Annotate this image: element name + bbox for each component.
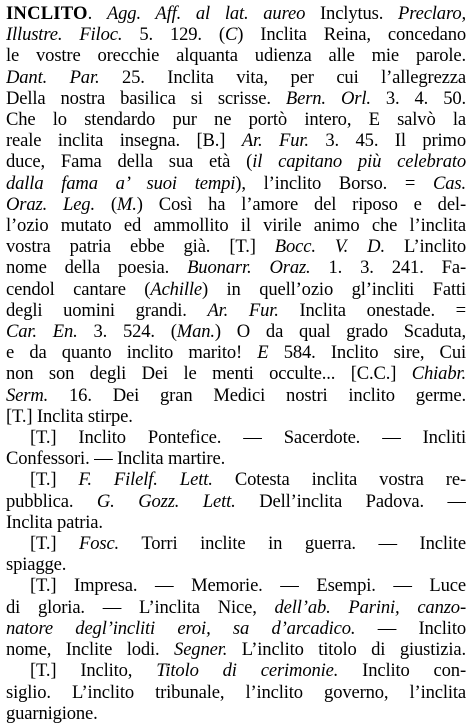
entry-line: spiagge. [6,554,67,576]
entry-line: Confessori. — Inclita martire. [6,448,226,470]
entry-line: l’ozio mutato ed ammollito il virile animo che l’inclita [6,215,466,237]
entry-line: non son degli Dei le menti occulte... [C.C.] Chiabr. [6,363,466,385]
entry-line: siglio. L’inclito tribunale, l’inclito governo, l’inclita [6,681,466,703]
entry-line: [T.] Inclito Pontefice. — Sacerdote. — Incliti [30,427,466,449]
entry-line: Della nostra basilica si scrisse. Bern. Orl. 3. 4. 50. [6,87,466,109]
entry-line: pubblica. G. Gozz. Lett. Dell’inclita Padova. — [6,490,466,512]
entry-line: nome, Inclite lodi. Segner. L’inclito titolo di giustizia. [6,639,466,661]
entry-line: [T.] F. Filelf. Lett. Cotesta inclita vostra re- [30,469,466,491]
entry-line: [T.] Inclita stirpe. [6,405,133,427]
entry-line: Illustre. Filoc. 5. 129. (C) Inclita Reina, concedano [6,24,466,46]
entry-line: [T.] Impresa. — Memorie. — Esempi. — Luce [30,575,466,597]
entry-line: natore degl’incliti eroi, sa d’arcadico. — Inclito [6,617,466,639]
entry-line: le vostre orecchie alquanta udienza alle mie parole. [6,45,466,67]
entry-line: di gloria. — L’inclita Nice, dell’ab. Parini, canzo- [6,596,466,618]
entry-line: Dant. Par. 25. Inclita vita, per cui l’allegrezza [6,66,466,88]
entry-line: dalla fama a’ suoi tempi), l’inclito Borso. = Cas. [6,172,466,194]
entry-line: Car. En. 3. 524. (Man.) O da qual grado Scaduta, [6,321,466,343]
entry-line: INCLITO. Agg. Aff. al lat. aureo Inclytus. Preclaro, [6,3,466,24]
entry-line: e da quanto inclito marito! E 584. Inclito sire, Cui [6,342,466,364]
entry-line: [T.] Inclito, Titolo di cerimonie. Inclito con- [30,660,466,682]
entry-line: Inclita patria. [6,511,103,533]
entry-line: reale inclita insegna. [B.] Ar. Fur. 3. 45. Il primo [6,130,466,152]
headword: INCLITO [6,3,88,24]
entry-line: Serm. 16. Dei gran Medici nostri inclito germe. [6,384,466,406]
entry-line: Che lo stendardo pur ne portò intero, E salvò la [6,109,466,131]
entry-line: Oraz. Leg. (M.) Così ha l’amore del riposo e del- [6,193,466,215]
entry-line: duce, Fama della sua età (il capitano più celebrato [6,151,466,173]
entry-line: guarnigione. [6,702,98,724]
entry-line: nome della poesia. Buonarr. Oraz. 1. 3. 241. Fa- [6,257,466,279]
entry-line: vostra patria ebbe già. [T.] Bocc. V. D. L’inclito [6,236,466,258]
entry-line: degli uomini grandi. Ar. Fur. Inclita onestade. = [6,299,466,321]
entry-line: cendol cantare (Achille) in quell’ozio gl’incliti Fatti [6,278,466,300]
entry-line: [T.] Fosc. Torri inclite in guerra. — Inclite [30,533,466,555]
